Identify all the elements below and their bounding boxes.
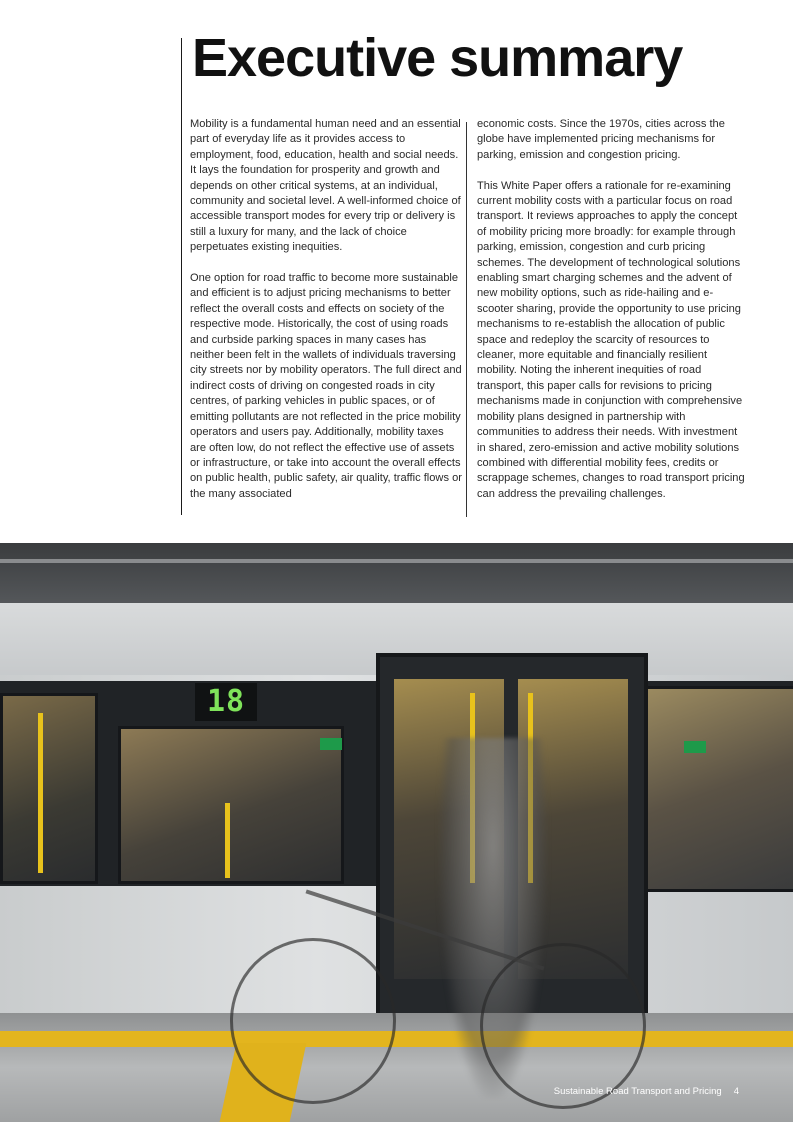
tactile-paving-strip <box>0 1031 793 1047</box>
text-column-left <box>190 117 462 518</box>
page-number: 4 <box>733 1086 739 1097</box>
tram-window <box>640 686 793 892</box>
text-column-right <box>477 117 747 518</box>
page-footer <box>554 1086 739 1098</box>
paragraph: One option for road traffic to become more sustainable and efficient is to adjust pricing mechanisms to better reflect the overall costs and effects on society of the respective mode. Historically, the cost of using roads and curbside parking spaces in many cases has neither been felt in the wallets of individuals traversing city streets nor by mobility operators. The full direct and indirect costs of driving on congested roads in city centres, of parking vehicles in public spaces, or of emitting pollutants are not reflected in the price mobility operators and users pay. Additionally, mobility taxes are often low, do not reflect the effective use of assets or infrastructure, or take into account the overall effects on public health, public safety, air quality, traffic flows or the many associated <box>190 272 462 500</box>
paragraph: This White Paper offers a rationale for re-examining current mobility costs with a particular focus on road transport. It reviews approaches to apply the concept of mobility pricing more broadly: for example through parking, emission, congestion and curb pricing schemes. The development of technological solutions enabling smart charging schemes and the advent of new mobility options, such as ride-hailing and e-scooter sharing, provide the opportunity to use pricing mechanisms to re-establish the allocation of public space and redeploy the scarcity of resources to cleaner, more equitable and financially resilient mobility. Noting the inherent inequities of road transport, this paper calls for revisions to pricing mechanisms made in conjunction with comprehensive mobility plans designed in partnership with communities to address their needs. With investment in shared, zero-emission and active mobility solutions combined with differential mobility fees, credits or scrappage schemes, changes to road transport pricing can address the prevailing challenges. <box>477 179 745 500</box>
platform-floor <box>0 1013 793 1122</box>
paragraph: economic costs. Since the 1970s, cities across the globe have implemented pricing mechanisms for parking, emission and congestion pricing. <box>477 118 725 161</box>
ceiling-beam <box>0 559 793 563</box>
bicycle-wheel <box>230 938 396 1104</box>
title-rule <box>181 38 182 515</box>
exit-sign-icon <box>684 741 706 753</box>
paragraph: Mobility is a fundamental human need and an essential part of everyday life as it provides access to employment, food, education, health and social needs. It lays the foundation for prosperity and growth and depends on other critical systems, at an individual, community and societal level. A well-informed choice of accessible transport modes for every trip or delivery is still a luxury for many, and the lack of choice perpetuates existing inequities. <box>190 118 461 254</box>
handrail-pole <box>225 803 230 878</box>
exit-sign-icon <box>320 738 342 750</box>
tram-platform-photo <box>0 543 793 1122</box>
route-number-display: 18 <box>195 683 257 721</box>
page-title: Executive summary <box>192 28 683 88</box>
column-divider <box>466 122 467 517</box>
handrail-pole <box>38 713 43 873</box>
bicycle-wheel <box>480 943 646 1109</box>
tram-window <box>0 693 98 884</box>
station-ceiling <box>0 543 793 605</box>
footer-report-title: Sustainable Road Transport and Pricing <box>553 1086 722 1097</box>
tram-window <box>118 726 344 884</box>
